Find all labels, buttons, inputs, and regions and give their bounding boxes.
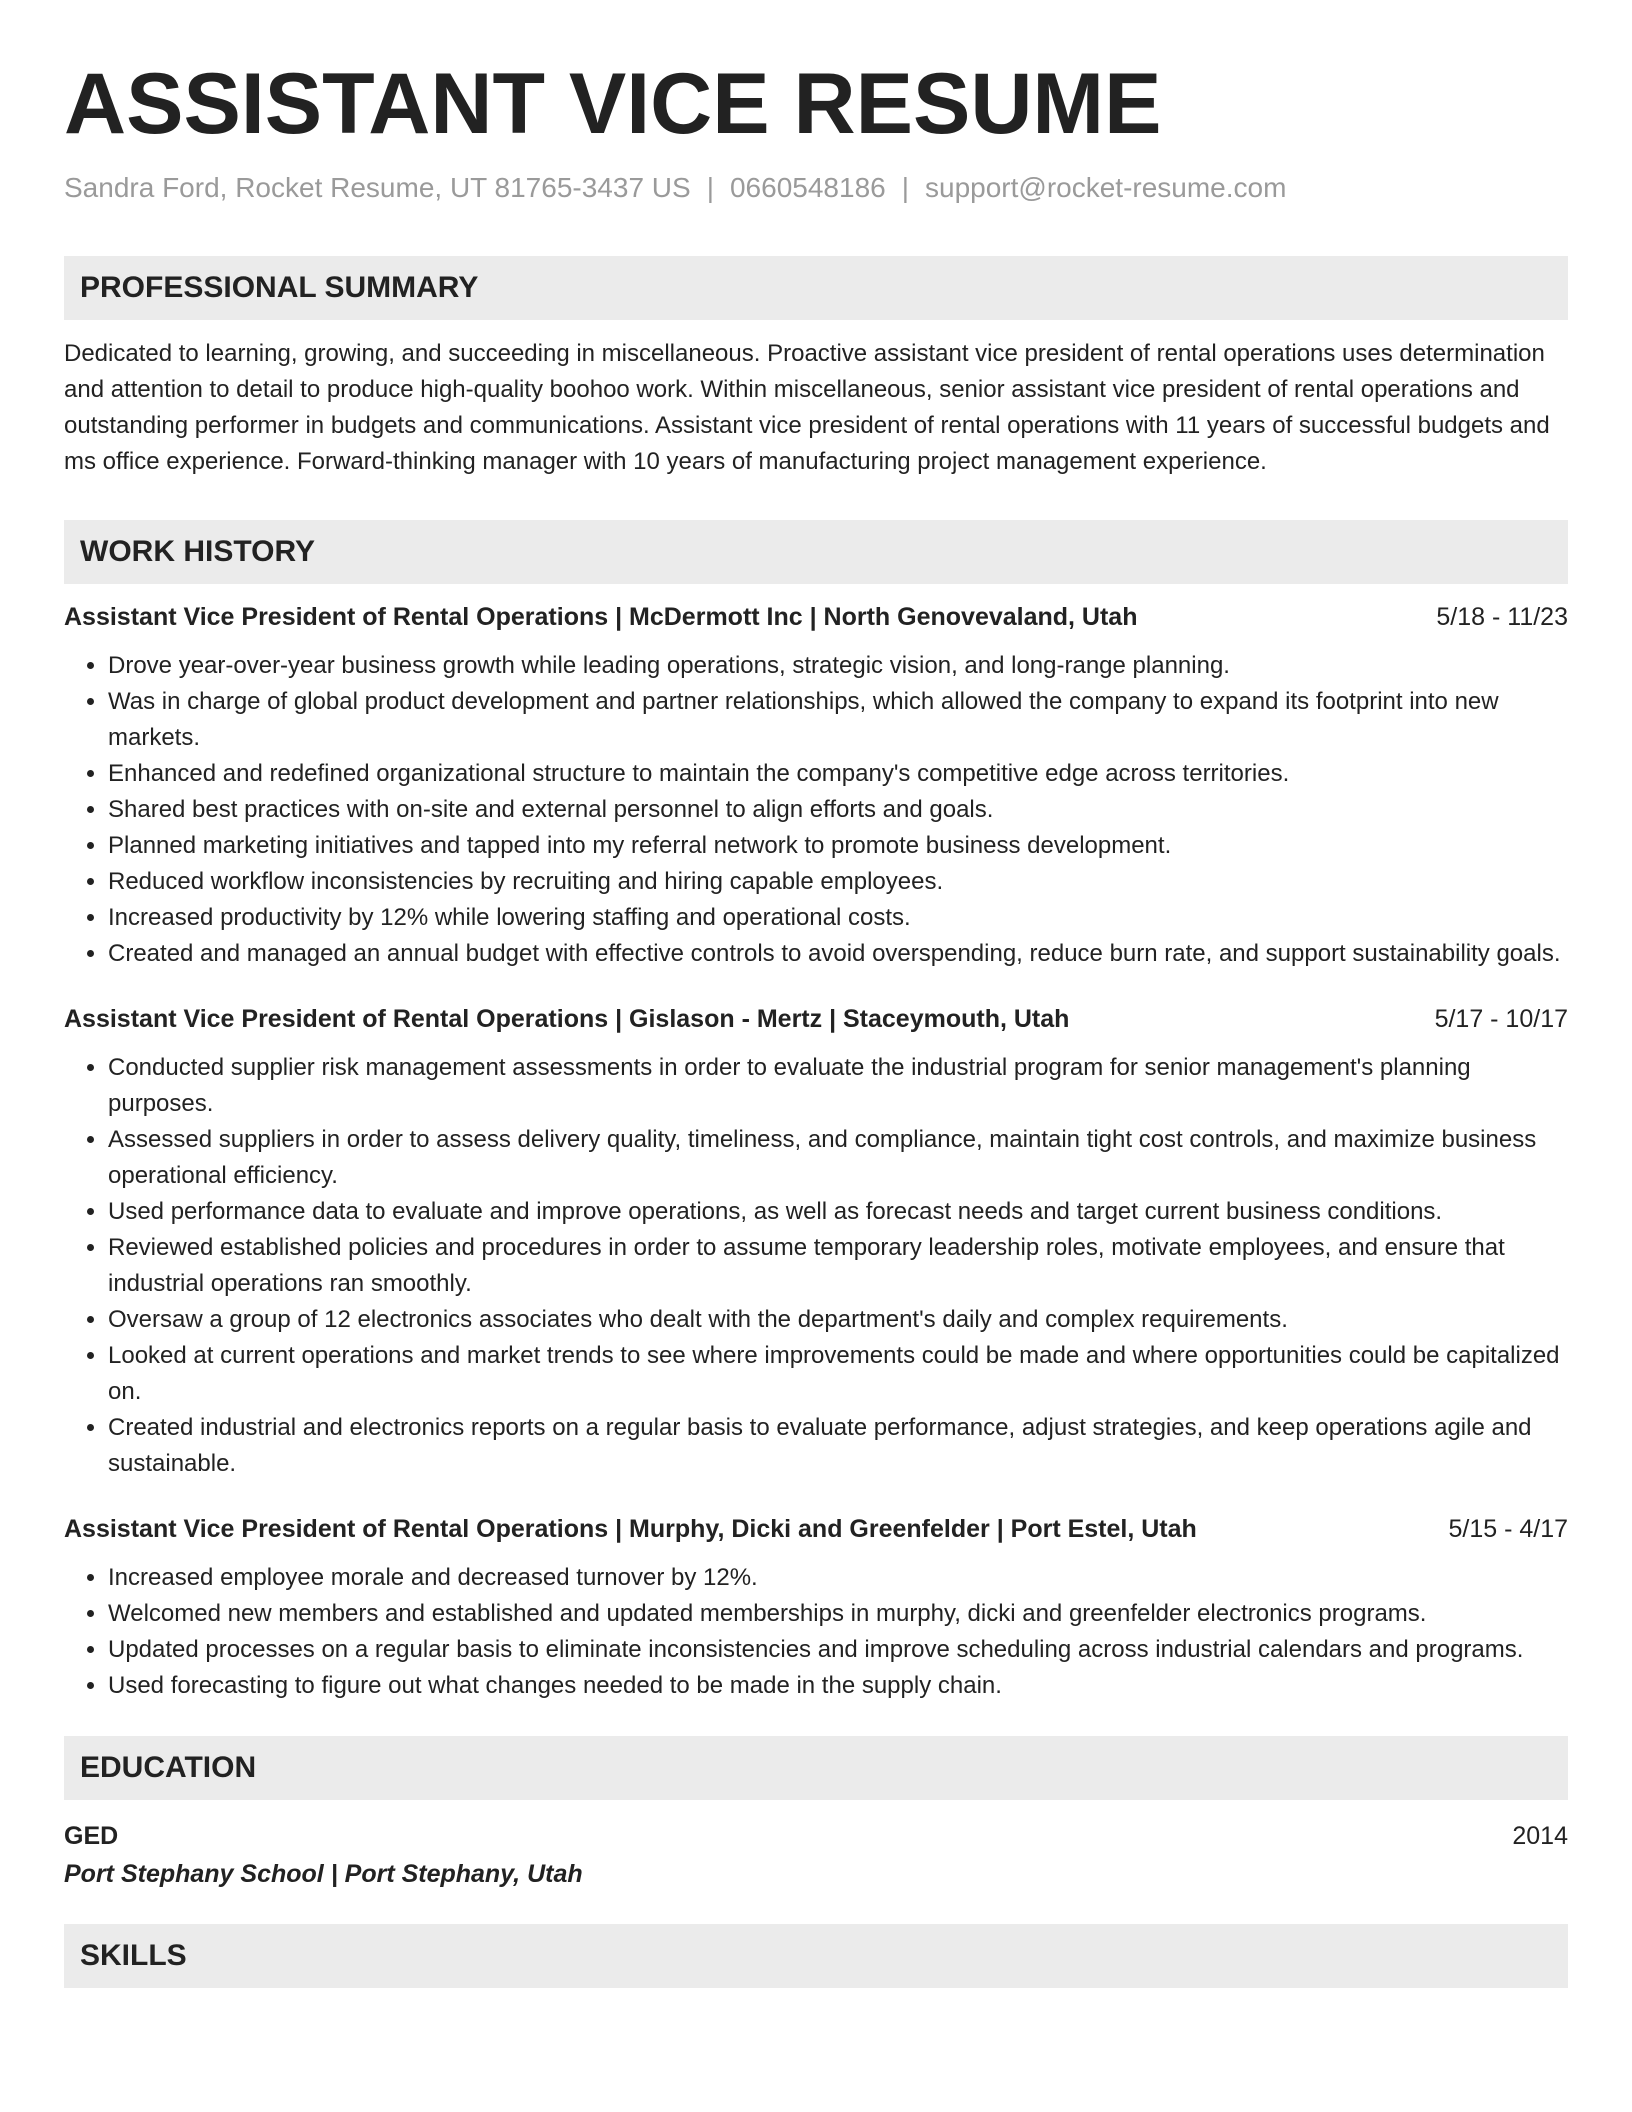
job-bullet: • Looked at current operations and market trends to see where improvements could be made and where opportunities could be capitalized on. (108, 1338, 1568, 1410)
contact-separator: | (706, 172, 714, 203)
job-bullet: • Created and managed an annual budget with effective controls to avoid overspending, reduce burn rate, and support sustainability goals. (108, 936, 1568, 972)
resume-title: ASSISTANT VICE RESUME (64, 56, 1162, 152)
job-title: Assistant Vice President of Rental Operations | Gislason - Mertz | Staceymouth, Utah (64, 1005, 1070, 1033)
section-header-work-history: WORK HISTORY (64, 520, 1568, 584)
summary-text: Dedicated to learning, growing, and succeeding in miscellaneous. Proactive assistant vice president of rental operations uses determination and attention to detail to produce high-quality boohoo work. Within miscellaneous, senior assistant vice president of rental operations and outstanding performer in budgets and communications. Assistant vice president of rental operations with 11 years of successful budgets and ms office experience. Forward-thinking manager with 10 years of manufacturing project management experience. (64, 340, 1550, 475)
education-year: 2014 (1512, 1822, 1568, 1850)
job-entry (64, 600, 1568, 972)
job-bullet: • Used forecasting to figure out what changes needed to be made in the supply chain. (108, 1668, 1568, 1704)
job-dates: 5/17 - 10/17 (1434, 1005, 1568, 1033)
job-dates: 5/15 - 4/17 (1448, 1515, 1568, 1543)
job-bullets (64, 648, 1568, 972)
job-bullet: • Reviewed established policies and procedures in order to assume temporary leadership roles, motivate employees, and ensure that industrial operations ran smoothly. (108, 1230, 1568, 1302)
job-header (64, 1512, 1568, 1546)
job-bullet: • Used performance data to evaluate and improve operations, as well as forecast needs and target current business conditions. (108, 1194, 1568, 1230)
job-bullet: • Planned marketing initiatives and tapped into my referral network to promote business development. (108, 828, 1568, 864)
job-bullet: • Oversaw a group of 12 electronics associates who dealt with the department's daily and complex requirements. (108, 1302, 1568, 1338)
job-bullet: • Increased employee morale and decreased turnover by 12%. (108, 1560, 1568, 1596)
job-bullet: • Increased productivity by 12% while lowering staffing and operational costs. (108, 900, 1568, 936)
contact-phone: 0660548186 (729, 172, 886, 203)
contact-separator: | (901, 172, 909, 203)
section-header-summary: PROFESSIONAL SUMMARY (64, 256, 1568, 320)
contact-email: support@rocket-resume.com (925, 172, 1287, 203)
job-bullet: • Assessed suppliers in order to assess delivery quality, timeliness, and compliance, maintain tight cost controls, and maximize business operational efficiency. (108, 1122, 1568, 1194)
job-title: Assistant Vice President of Rental Operations | McDermott Inc | North Genovevaland, Utah (64, 603, 1138, 631)
job-bullet: • Welcomed new members and established and updated memberships in murphy, dicki and greenfelder electronics programs. (108, 1596, 1568, 1632)
job-bullet: • Shared best practices with on-site and external personnel to align efforts and goals. (108, 792, 1568, 828)
contact-line (64, 170, 1568, 206)
job-bullet: • Conducted supplier risk management assessments in order to evaluate the industrial program for senior management's planning purposes. (108, 1050, 1568, 1122)
section-header-skills: SKILLS (64, 1924, 1568, 1988)
education-school: Port Stephany School | Port Stephany, Utah (64, 1860, 583, 1888)
job-bullet: • Created industrial and electronics reports on a regular basis to evaluate performance, adjust strategies, and keep operations agile and sustainable. (108, 1410, 1568, 1482)
section-header-education: EDUCATION (64, 1736, 1568, 1800)
job-bullets (64, 1050, 1568, 1482)
job-bullet: • Reduced workflow inconsistencies by recruiting and hiring capable employees. (108, 864, 1568, 900)
job-bullet: • Was in charge of global product development and partner relationships, which allowed the company to expand its footprint into new markets. (108, 684, 1568, 756)
job-bullet: • Drove year-over-year business growth while leading operations, strategic vision, and long-range planning. (108, 648, 1568, 684)
job-entry (64, 1512, 1568, 1704)
job-bullet: • Updated processes on a regular basis to eliminate inconsistencies and improve scheduling across industrial calendars and programs. (108, 1632, 1568, 1668)
job-header (64, 600, 1568, 634)
job-header (64, 1002, 1568, 1036)
job-bullets (64, 1560, 1568, 1704)
job-bullet: • Enhanced and redefined organizational structure to maintain the company's competitive edge across territories. (108, 756, 1568, 792)
education-entry-header (64, 1818, 1568, 1854)
job-entry (64, 1002, 1568, 1482)
job-title: Assistant Vice President of Rental Operations | Murphy, Dicki and Greenfelder | Port Estel, Utah (64, 1515, 1197, 1543)
contact-address: Sandra Ford, Rocket Resume, UT 81765-3437 US (64, 172, 691, 203)
job-dates: 5/18 - 11/23 (1436, 603, 1568, 631)
education-degree: GED (64, 1822, 119, 1850)
